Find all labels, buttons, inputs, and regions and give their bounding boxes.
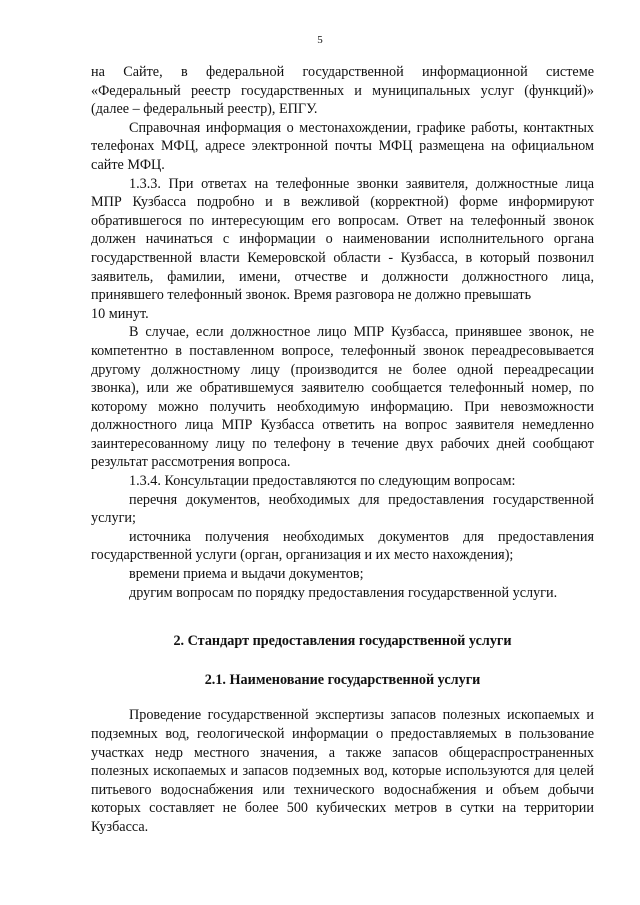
paragraph: 1.3.3. При ответах на телефонные звонки заявителя, должностные лица МПР Кузбасса подробно и в вежливой (корректной) форме информируют обратившегося по интересующим его вопросам. Ответ на телефонный звонок должен начинаться с информации о наименовании исполнительного органа государственной власти Кемеровской области - Кузбасса, в который позвонил заявитель, фамилии, имени, отчестве и должности должностного лица, принявшего телефонный звонок. Время разговора не должно превышать xyxy=(91,175,594,304)
paragraph: Справочная информация о местонахождении, графике работы, контактных телефонах МФЦ, адресе электронной почты МФЦ размещена на официальном сайте МФЦ. xyxy=(91,119,594,173)
list-item: источника получения необходимых документов для предоставления государственной услуги (орган, организация и их место нахождения); xyxy=(91,528,594,564)
section-heading: 2. Стандарт предоставления государственной услуги xyxy=(173,633,512,650)
list-item: другим вопросам по порядку предоставления государственной услуги. xyxy=(129,584,558,601)
paragraph: Проведение государственной экспертизы запасов полезных ископаемых и подземных вод, геологической информации о предоставляемых в пользование участках недр местного значения, а также запасов общераспространенных полезных ископаемых и запасов подземных вод, которые используются для целей питьевого водоснабжения или технического водоснабжения и объем добычи которых составляет не более 500 кубических метров в сутки на территории Кузбасса. xyxy=(91,707,594,835)
subsection-heading: 2.1. Наименование государственной услуги xyxy=(204,671,481,688)
paragraph: 10 минут. xyxy=(91,305,149,322)
paragraph: на Сайте, в федеральной государственной информационной системе «Федеральный реестр государственных и муниципальных услуг (функций)» (далее – федеральный реестр), ЕПГУ. xyxy=(91,64,594,118)
document-body xyxy=(91,63,594,837)
paragraph: В случае, если должностное лицо МПР Кузбасса, принявшее звонок, не компетентно в поставленном вопросе, телефонный звонок переадресовывается другому должностному лицу (производится не более одной переадресации звонка), или же обратившемуся заявителю сообщается телефонный номер, по которому можно получить необходимую информацию. При невозможности должностного лица МПР Кузбасса ответить на вопрос заявителя немедленно заинтересованному лицу по телефону в течение двух рабочих дней сообщают результат рассмотрения вопроса. xyxy=(91,324,594,471)
page-number: 5 xyxy=(317,34,323,46)
list-item: перечня документов, необходимых для предоставления государственной услуги; xyxy=(91,491,594,527)
list-item: времени приема и выдачи документов; xyxy=(129,566,364,583)
paragraph: 1.3.4. Консультации предоставляются по следующим вопросам: xyxy=(129,473,516,490)
